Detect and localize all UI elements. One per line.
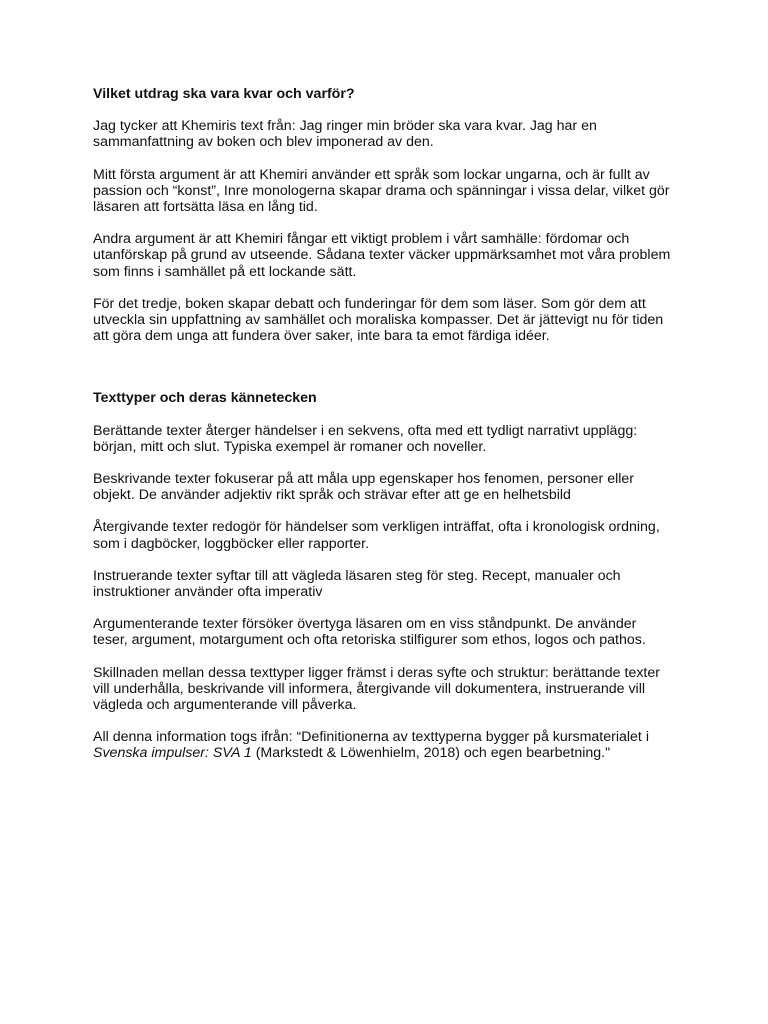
paragraph-argument-2: Andra argument är att Khemiri fångar ett viktigt problem i vårt samhälle: fördomar och utanförskap på grund av utseende. Sådana texter väcker uppmärksamhet mot våra problem som finns i samhället på ett lockande sätt. xyxy=(93,231,671,280)
paragraph-intro: Jag tycker att Khemiris text från: Jag ringer min bröder ska vara kvar. Jag har en sammanfattning av boken och blev imponerad av den. xyxy=(93,118,597,151)
document-body xyxy=(93,86,683,762)
paragraph-recounting: Återgivande texter redogör för händelser som verkligen inträffat, ofta i kronologisk ordning, som i dagböcker, loggböcker eller rapporter. xyxy=(93,519,660,552)
paragraph-instructive: Instruerande texter syftar till att vägleda läsaren steg för steg. Recept, manualer och instruktioner använder ofta imperativ xyxy=(93,567,621,601)
paragraph-narrative: Berättande texter återger händelser i en sekvens, ofta med ett tydligt narrativt upplägg: början, mitt och slut. Typiska exempel är romaner och noveller. xyxy=(93,422,638,455)
section-heading-extract: Vilket utdrag ska vara kvar och varför? xyxy=(93,86,355,102)
paragraph-argument-3: För det tredje, boken skapar debatt och funderingar för dem som läser. Som gör dem att utveckla sin uppfattning av samhället och moraliska kompasser. Det är jättevigt nu för tiden att göra dem unga att fundera över saker, inte bara ta emot färdiga idéer. xyxy=(93,295,664,345)
paragraph-argumentative: Argumenterande texter försöker övertyga läsaren om en viss ståndpunkt. De använder teser, argument, motargument och ofta retoriska stilfigurer som ethos, logos och pathos. xyxy=(93,616,646,649)
source-lead: All denna information togs ifrån: “Definitionerna av texttyperna bygger på kursmaterialet i xyxy=(93,729,649,746)
paragraph-descriptive: Beskrivande texter fokuserar på att måla upp egenskaper hos fenomen, personer eller objekt. De använder adjektiv rikt språk och strävar efter att ge en helhetsbild xyxy=(93,471,635,504)
section-heading-text-types: Texttyper och deras kännetecken xyxy=(93,390,317,407)
source-tail: (Markstedt & Löwenhielm, 2018) och egen bearbetning." xyxy=(251,745,611,762)
paragraph-differences: Skillnaden mellan dessa texttyper ligger främst i deras syfte och struktur: berättande texter vill underhålla, beskrivande vill informera, återgivande vill dokumentera, instruerande vill vägleda och argumenterande vill påverka. xyxy=(93,664,660,714)
paragraph-argument-1: Mitt första argument är att Khemiri använder ett språk som lockar ungarna, och är fullt av passion och “konst”, Inre monologerna skapar drama och spänningar i vissa delar, vilket gör läsaren att fortsätta läsa en lång tid. xyxy=(93,166,670,216)
paragraph-source xyxy=(93,729,683,761)
source-book-title: Svenska impulser: SVA 1 xyxy=(93,745,252,762)
